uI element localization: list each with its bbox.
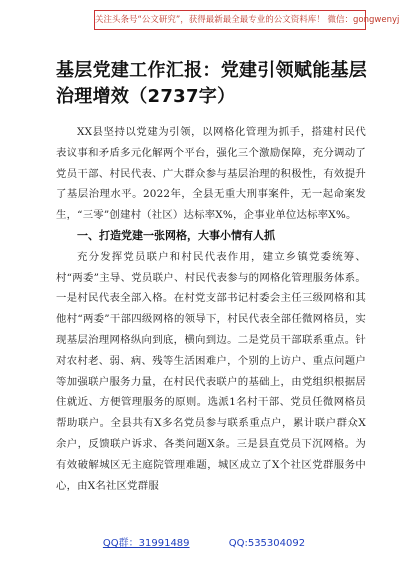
header-banner: 关注头条号“公文研究”，获得最新最全最专业的公文资料库！ 微信：gongwenyj	[94, 10, 366, 30]
footer-qq-group[interactable]: QQ群：31991489	[102, 538, 190, 549]
footer-qq-number: QQ:535304092	[228, 538, 306, 549]
document-body	[56, 122, 366, 496]
footer	[0, 534, 408, 550]
section-1-paragraph: 充分发挥党员联户和村民代表作用，建立乡镇党委统筹、村“两委”主导、党员联户、村民代表参与的网格化管理服务体系。一是村民代表全部入格。在村党支部书记村委会主任三级网格和其他村“两委”干部四级网格的领导下，村民代表全部任微网格员，实现基层治理网格纵向到底，横向到边。二是党员干部联系重点。针对农村老、弱、病、残等生活困难户，个别的上访户、重点问题户等加强联户服务力量，在村民代表联户的基础上，由党组织根据居住就近、方便管理服务的原则。选派1名村干部、党员任微网格员帮助联户。全县共有X多名党员参与联系重点户，累计联户群众X余户，反馈联户诉求、各类问题X条。三是县直党员下沉网格。为有效破解城区无主庭院管理难题，城区成立了X个社区党群服务中心，由X名社区党群服	[56, 250, 366, 492]
section-heading-1: 一、打造党建一张网格，大事小情有人抓	[77, 228, 275, 242]
intro-paragraph: XX县坚持以党建为引领，以网格化管理为抓手，搭建村民代表议事和矛盾多元化解两个平台，强化三个激励保障，充分调动了党员干部、村民代表、广大群众参与基层治理的积极性，有效提升了基层治理水平。2022年，全县无重大刑事案件，无一起命案发生，“三零”创建村（社区）达标率X%，企事业单位达标率X%。	[56, 126, 366, 222]
document-title: 基层党建工作汇报：党建引领赋能基层治理增效（2737字）	[56, 60, 368, 107]
